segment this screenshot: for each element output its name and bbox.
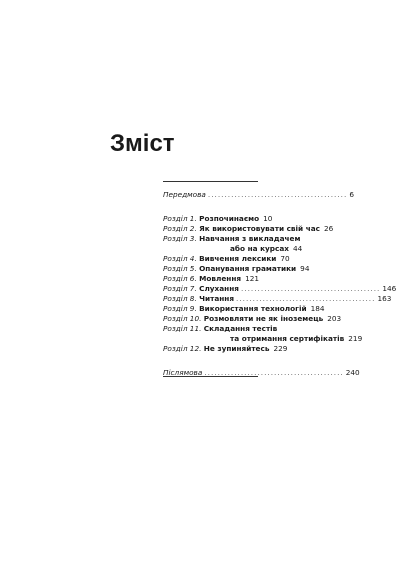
toc-entry-chapter-2[interactable] xyxy=(163,224,334,234)
toc-entry-chapter-10[interactable] xyxy=(163,314,342,324)
toc-entry-foreword[interactable] xyxy=(163,190,354,200)
toc-page: 146 xyxy=(382,284,397,293)
toc-label: Розділ 12. xyxy=(163,344,202,353)
toc-page: 44 xyxy=(292,244,303,253)
toc-label: Розділ 7. xyxy=(163,284,197,293)
toc-title: Розпочинаємо xyxy=(199,214,260,223)
toc-label: Розділ 6. xyxy=(163,274,197,283)
toc-entry-chapter-11[interactable] xyxy=(163,324,363,344)
toc-entry-chapter-12[interactable] xyxy=(163,344,288,354)
toc-title: Опанування граматики xyxy=(199,264,297,273)
toc-page: 184 xyxy=(310,304,325,313)
toc-page: 10 xyxy=(263,214,273,223)
toc-entry-chapter-5[interactable] xyxy=(163,264,310,274)
toc-title: Використання технологій xyxy=(199,304,307,313)
toc-page: 121 xyxy=(245,274,259,283)
bottom-divider xyxy=(163,376,258,377)
leader-dots: .......................................... xyxy=(204,368,344,377)
leader-dots: .......................................... xyxy=(240,284,381,293)
table-of-contents xyxy=(163,190,397,378)
toc-page: 219 xyxy=(348,334,363,343)
leader-dots: .......................................... xyxy=(207,190,348,199)
toc-title: Складання тестів xyxy=(203,324,278,333)
toc-label: Передмова xyxy=(163,190,206,199)
toc-title-continued: та отримання сертифікатів xyxy=(230,334,345,343)
toc-page: 229 xyxy=(273,344,288,353)
toc-label: Розділ 8. xyxy=(163,294,197,303)
toc-title: Читання xyxy=(199,294,235,303)
toc-title: Вивчення лексики xyxy=(199,254,277,263)
top-divider xyxy=(163,181,258,182)
toc-page: 163 xyxy=(377,294,392,303)
toc-entry-chapter-7[interactable] xyxy=(163,284,397,294)
toc-title: Навчання з викладачем xyxy=(199,234,301,243)
toc-label: Післямова xyxy=(163,368,203,377)
toc-page: 70 xyxy=(280,254,290,263)
toc-label: Розділ 11. xyxy=(163,324,202,333)
toc-label: Розділ 5. xyxy=(163,264,197,273)
toc-label: Розділ 2. xyxy=(163,224,197,233)
toc-entry-chapter-9[interactable] xyxy=(163,304,325,314)
toc-label: Розділ 3. xyxy=(163,234,197,243)
leader-dots: .......................................... xyxy=(236,294,376,303)
toc-entry-chapter-6[interactable] xyxy=(163,274,259,284)
toc-page: 203 xyxy=(327,314,342,323)
toc-page: 6 xyxy=(349,190,354,199)
toc-page: 240 xyxy=(345,368,360,377)
toc-entry-chapter-4[interactable] xyxy=(163,254,290,264)
toc-label: Розділ 4. xyxy=(163,254,197,263)
toc-page: 94 xyxy=(300,264,310,273)
toc-title: Як використовувати свій час xyxy=(199,224,320,233)
toc-label: Розділ 10. xyxy=(163,314,202,323)
toc-label: Розділ 9. xyxy=(163,304,197,313)
toc-label: Розділ 1. xyxy=(163,214,197,223)
toc-title: Слухання xyxy=(199,284,239,293)
toc-title: Не зупиняйтесь xyxy=(203,344,270,353)
toc-title-continued: або на курсах xyxy=(230,244,289,253)
page-title: Зміст xyxy=(110,130,175,157)
toc-title: Розмовляти не як іноземець xyxy=(203,314,324,323)
toc-entry-chapter-8[interactable] xyxy=(163,294,392,304)
toc-page: 26 xyxy=(323,224,334,233)
toc-title: Мовлення xyxy=(199,274,242,283)
toc-entry-chapter-3[interactable] xyxy=(163,234,303,254)
toc-entry-chapter-1[interactable] xyxy=(163,214,273,224)
